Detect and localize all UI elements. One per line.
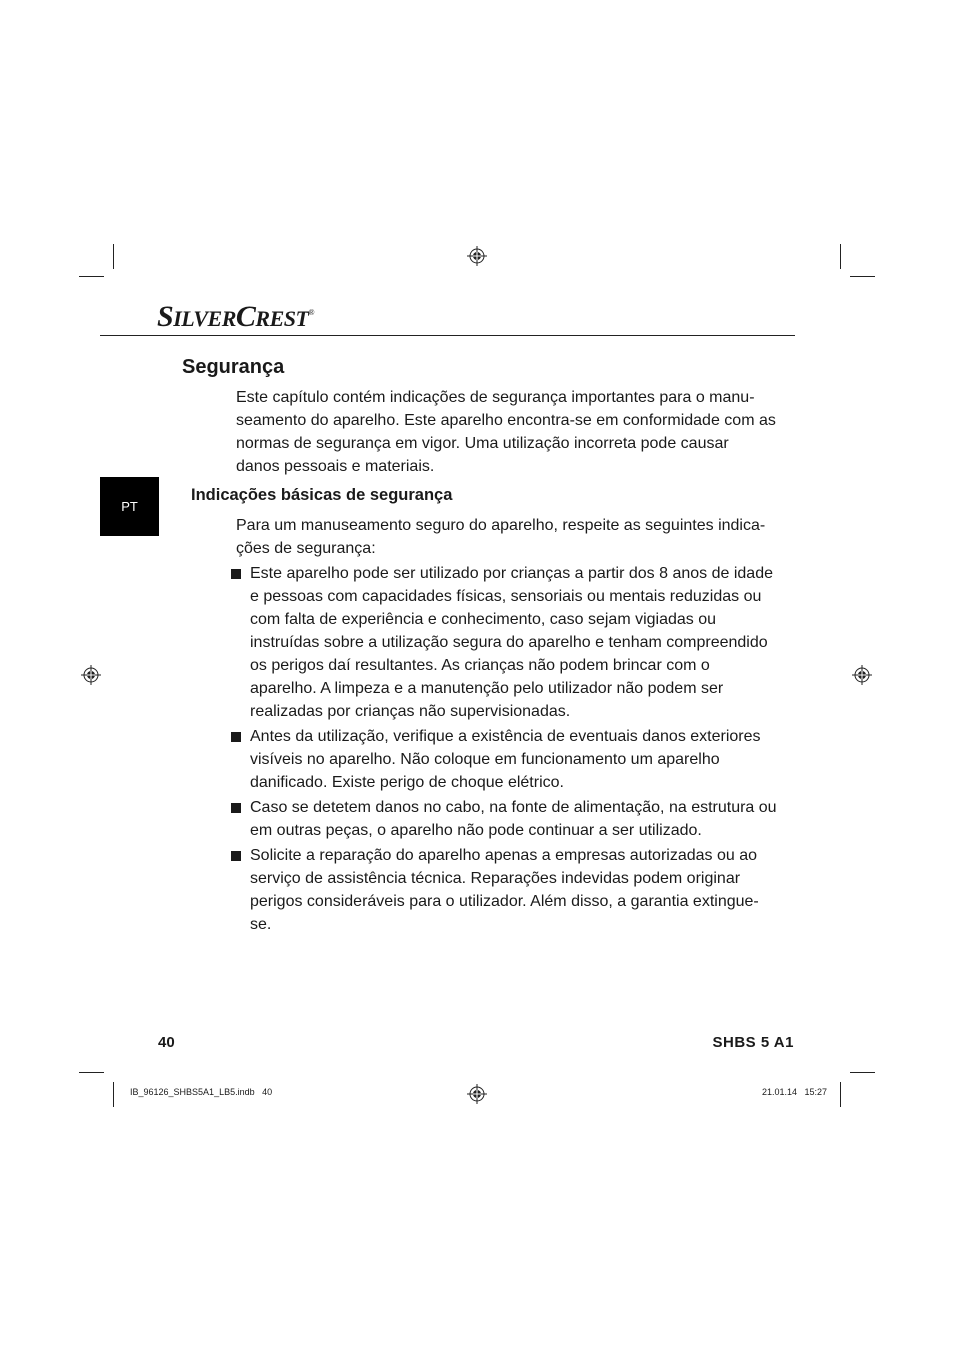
registration-mark-icon <box>467 1084 487 1104</box>
crop-mark-bottom-right-v <box>840 1082 841 1107</box>
square-bullet-icon <box>231 569 241 579</box>
list-item: Solicite a reparação do aparelho apenas a empresas autorizadas ou ao serviço de assistência técnica. Reparações indevidas podem originar perigos consideráveis para o utilizador. Além disso, a garantia extingue-se. <box>231 844 779 936</box>
brand-logo: SILVERCREST® <box>157 300 315 333</box>
crop-mark-bottom-left-v <box>113 1082 114 1107</box>
print-file-info: IB_96126_SHBS5A1_LB5.indb 40 <box>130 1087 273 1097</box>
registration-mark-icon <box>852 665 872 685</box>
print-datetime: 21.01.14 15:27 <box>761 1087 827 1097</box>
registration-mark-icon <box>81 665 101 685</box>
crop-mark-top-right-v <box>840 244 841 269</box>
page-number: 40 <box>158 1034 175 1051</box>
safety-list <box>231 562 779 938</box>
list-item: Caso se detetem danos no cabo, na fonte de alimentação, na estrutura ou em outras peças, o aparelho não pode continuar a ser utilizado. <box>231 796 779 842</box>
model-label: SHBS 5 A1 <box>712 1034 794 1051</box>
crop-mark-top-left-v <box>113 244 114 269</box>
square-bullet-icon <box>231 732 241 742</box>
square-bullet-icon <box>231 851 241 861</box>
list-item: Antes da utilização, verifique a existência de eventuais danos exteriores visíveis no aparelho. Não coloque em funcionamento um aparelho danificado. Existe perigo de choque elétrico. <box>231 725 779 794</box>
intro-paragraph: Este capítulo contém indicações de segurança importantes para o manuseamento do aparelho. Este aparelho encontra-se em conformidade com as normas de segurança em vigor. Uma utilização incorreta pode causar danos pessoais e materiais. <box>236 389 776 475</box>
subsection-intro: Para um manuseamento seguro do aparelho, respeite as seguintes indicações de segurança: <box>236 517 766 557</box>
crop-mark-bottom-left-h <box>79 1072 104 1073</box>
language-tab: PT <box>100 477 159 536</box>
registration-mark-icon <box>467 246 487 266</box>
crop-mark-top-left-h <box>79 276 104 277</box>
square-bullet-icon <box>231 803 241 813</box>
header-rule <box>100 335 795 336</box>
section-title: Segurança <box>182 356 285 378</box>
crop-mark-bottom-right-h <box>850 1072 875 1073</box>
list-item: Este aparelho pode ser utilizado por crianças a partir dos 8 anos de idade e pessoas com capacidades físicas, sensoriais ou mentais reduzidas ou com falta de experiência e conhecimento, caso sejam vigiadas ou instruídas sobre a utilização segura do aparelho e tenham compreendido os perigos daí resultantes. As crianças não podem brincar com o aparelho. A limpeza e a manutenção pelo utilizador não podem ser realizadas por crianças não supervisionadas. <box>231 562 779 723</box>
subsection-title: Indicações básicas de segurança <box>191 486 453 504</box>
crop-mark-top-right-h <box>850 276 875 277</box>
